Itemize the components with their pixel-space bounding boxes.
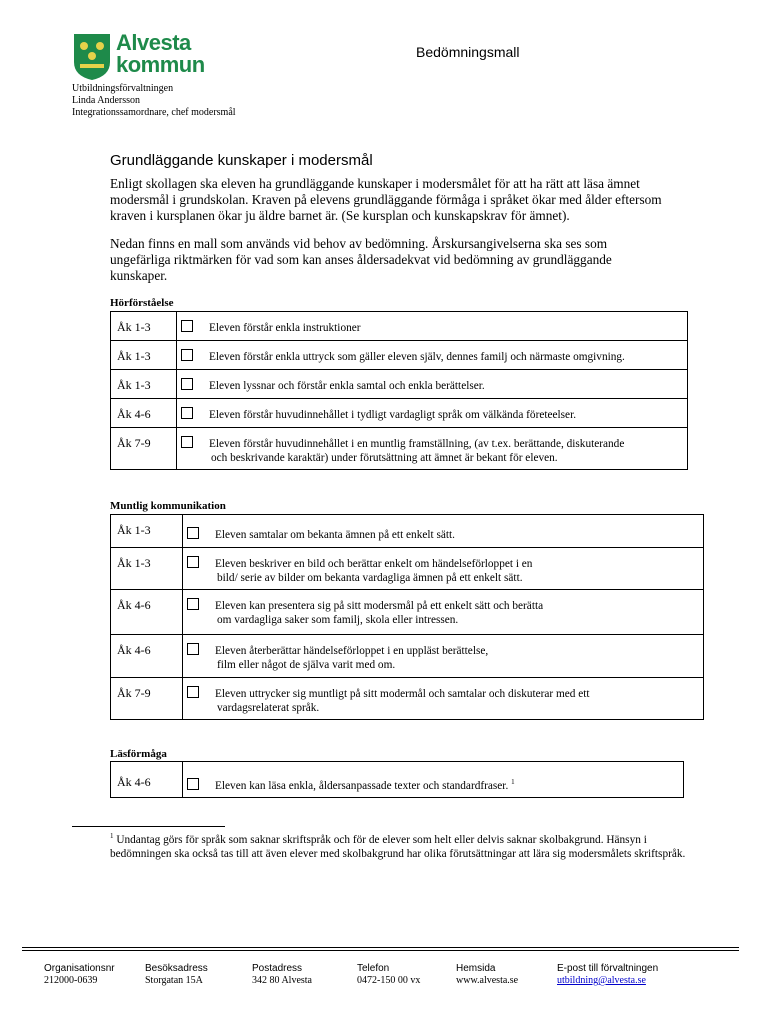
criterion-text: om vardagliga saker som familj, skola eller intressen. [217, 614, 459, 626]
footer-divider [22, 947, 739, 948]
checkbox[interactable] [181, 320, 193, 332]
criterion-text: Eleven förstår huvudinnehållet i en muntlig framställning, (av t.ex. berättande, diskuterande [209, 438, 625, 450]
table-row [111, 678, 704, 720]
checkbox[interactable] [187, 598, 199, 610]
criterion-cell [183, 590, 704, 635]
organisation-block [72, 83, 236, 119]
table-row [111, 762, 684, 798]
criterion-cell [183, 515, 704, 548]
level-cell: Åk 1-3 [111, 341, 177, 370]
footer-value: 342 80 Alvesta [252, 975, 312, 986]
level-cell: Åk 4-6 [111, 399, 177, 428]
horforstaelse-table [110, 311, 688, 470]
criterion-text: film eller något de själva varit med om. [217, 659, 396, 671]
checkbox[interactable] [187, 556, 199, 568]
org-line: Integrationssamordnare, chef modersmål [72, 107, 236, 118]
criterion-text: Eleven lyssnar och förstår enkla samtal och enkla berättelser. [209, 380, 485, 392]
org-line: Linda Andersson [72, 95, 141, 106]
footer-phone [357, 963, 420, 987]
level-cell: Åk 7-9 [111, 678, 183, 720]
criterion-text: Eleven beskriver en bild och berättar enkelt om händelseförloppet i en [215, 558, 533, 570]
footer-website-link[interactable]: www.alvesta.se [456, 975, 519, 986]
footer-email-link[interactable]: utbildning@alvesta.se [557, 975, 646, 986]
section-heading-muntlig-kommunikation: Muntlig kommunikation [110, 500, 226, 512]
footnote-divider [72, 826, 225, 827]
criterion-cell [183, 678, 704, 720]
footnote-text: Undantag görs för språk som saknar skriftspråk och för de elever som helt eller delvis saknar skolbakgrund. Hänsyn i bedömningen ska också tas till att även elever med skolbakgrund har olika förutsättningar att lära sig modersmålets skriftspråk. [110, 833, 686, 860]
table-row [111, 370, 688, 399]
checkbox[interactable] [181, 436, 193, 448]
checkbox[interactable] [181, 378, 193, 390]
table-row [111, 635, 704, 678]
footer-label: Organisationsnr [44, 963, 115, 974]
page-title: Grundläggande kunskaper i modersmål [110, 152, 373, 169]
table-row [111, 548, 704, 590]
criterion-cell [177, 370, 688, 399]
footnote-number: 1 [110, 832, 114, 840]
level-cell: Åk 1-3 [111, 312, 177, 341]
section-heading-lasformaga: Läsförmåga [110, 748, 167, 760]
level-cell: Åk 4-6 [111, 635, 183, 678]
logo-line-1: Alvesta [116, 30, 191, 55]
footer-label: Postadress [252, 963, 303, 974]
checkbox[interactable] [187, 778, 199, 790]
level-cell: Åk 1-3 [111, 515, 183, 548]
criterion-text: Eleven förstår enkla instruktioner [209, 322, 361, 334]
criterion-cell [177, 312, 688, 341]
criterion-text: Eleven återberättar händelseförloppet i en uppläst berättelse, [215, 645, 489, 657]
criterion-text: Eleven samtalar om bekanta ämnen på ett enkelt sätt. [215, 529, 455, 541]
criterion-text: Eleven kan läsa enkla, åldersanpassade texter och standardfraser. [215, 779, 509, 792]
criterion-cell [177, 341, 688, 370]
criterion-text: bild/ serie av bilder om bekanta vardagliga ämnen på ett enkelt sätt. [217, 572, 523, 584]
footer-website [456, 963, 518, 987]
table-row [111, 399, 688, 428]
criterion-cell [183, 762, 684, 798]
footnote [110, 829, 690, 861]
criterion-text: och beskrivande karaktär) under förutsättning att ämnet är bekant för eleven. [211, 452, 558, 464]
checkbox[interactable] [187, 643, 199, 655]
criterion-cell [177, 428, 688, 470]
footer-postal-address [252, 963, 312, 987]
level-cell: Åk 4-6 [111, 590, 183, 635]
criterion-cell [183, 548, 704, 590]
criterion-text: Eleven kan presentera sig på sitt modersmål på ett enkelt sätt och berätta [215, 600, 544, 612]
footer-org-number [44, 963, 115, 987]
alvesta-kommun-logo [72, 32, 212, 82]
footer-divider [22, 950, 739, 951]
table-row [111, 515, 704, 548]
footer-label: E-post till förvaltningen [557, 963, 659, 974]
footer-visiting-address [145, 963, 208, 987]
level-cell: Åk 1-3 [111, 370, 177, 399]
checkbox[interactable] [181, 407, 193, 419]
checkbox[interactable] [187, 686, 199, 698]
level-cell: Åk 4-6 [111, 762, 183, 798]
criterion-text: Eleven förstår huvudinnehållet i tydligt vardagligt språk om välkända företeelser. [209, 409, 577, 421]
footer-label: Besöksadress [145, 963, 208, 974]
criterion-cell [177, 399, 688, 428]
footer-label: Telefon [357, 963, 390, 974]
footer-value: Storgatan 15A [145, 975, 203, 986]
coat-of-arms-icon [72, 32, 112, 82]
muntlig-kommunikation-table [110, 514, 704, 720]
criterion-text: Eleven uttrycker sig muntligt på sitt modermål och samtalar och diskuterar med ett [215, 688, 590, 700]
lasformaga-table [110, 761, 684, 798]
document-type: Bedömningsmall [416, 44, 520, 60]
footer-label: Hemsida [456, 963, 496, 974]
checkbox[interactable] [181, 349, 193, 361]
criterion-text: vardagsrelaterat språk. [217, 702, 320, 714]
intro-paragraph-1: Enligt skollagen ska eleven ha grundläggande kunskaper i modersmålet för att ha rätt att läsa ämnet modersmål i grundskolan. Kraven på elevens grundläggande förmåga i språket ökar med ålder eftersom kraven i kursplanen ökar ju äldre barnet är. (Se kursplan och kunskapskrav för ämnet). [110, 176, 662, 223]
org-line: Utbildningsförvaltningen [72, 83, 174, 94]
table-row [111, 590, 704, 635]
intro-paragraph-2: Nedan finns en mall som används vid behov av bedömning. Årskursangivelserna ska ses som ungefärliga riktmärken för vad som kan anses åldersadekvat vid bedömning av grundläggande kunskaper. [110, 236, 612, 283]
table-row [111, 341, 688, 370]
level-cell: Åk 7-9 [111, 428, 177, 470]
section-heading-horforstaelse: Hörförståelse [110, 297, 174, 309]
footer-value: 212000-0639 [44, 975, 98, 986]
table-row [111, 428, 688, 470]
checkbox[interactable] [187, 527, 199, 539]
table-row [111, 312, 688, 341]
footer-value: 0472-150 00 vx [357, 975, 421, 986]
criterion-text: Eleven förstår enkla uttryck som gäller eleven själv, dennes familj och närmaste omgivning. [209, 351, 625, 363]
level-cell: Åk 1-3 [111, 548, 183, 590]
criterion-cell [183, 635, 704, 678]
footnote-mark: 1 [511, 778, 515, 786]
footer-email [557, 963, 658, 987]
logo-line-2: kommun [116, 52, 205, 77]
